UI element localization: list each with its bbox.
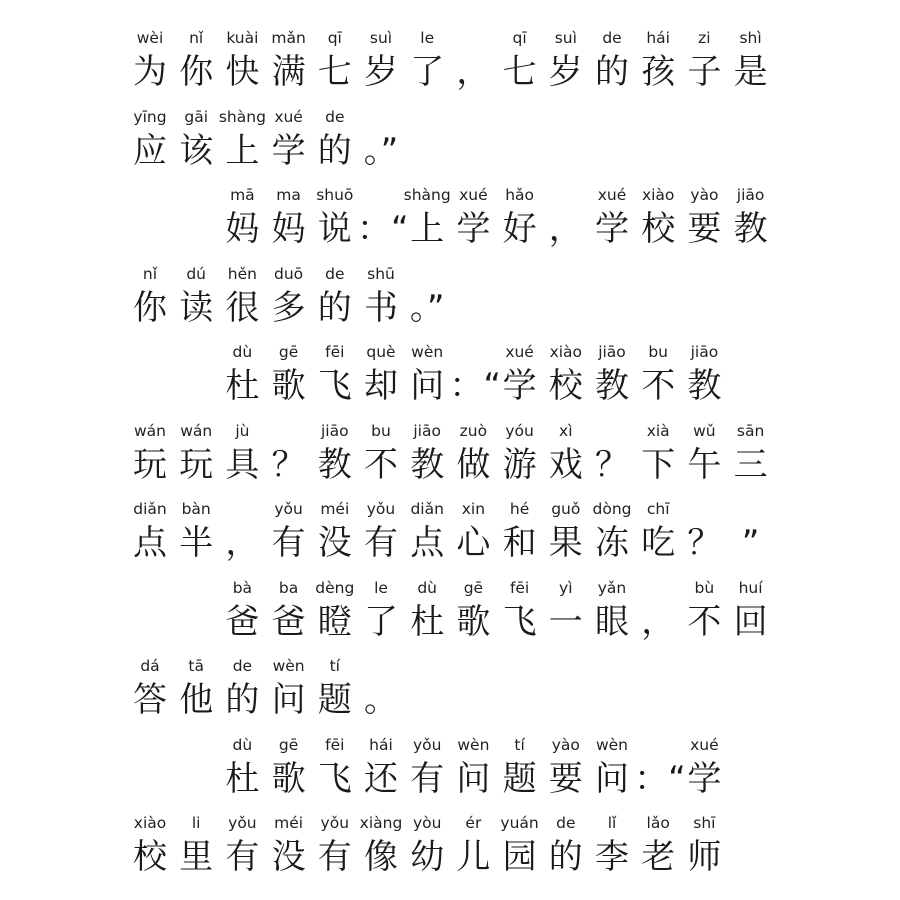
hanzi-character: 子 (687, 52, 722, 92)
hanzi-character: 学 (456, 209, 491, 249)
pinyin: yuán (500, 814, 539, 832)
pinyin: wán (134, 421, 166, 440)
hanzi-character: 具 (225, 444, 260, 485)
pinyin: sān (736, 421, 765, 440)
hanzi-character: 不 (641, 366, 676, 406)
pinyin: shì (739, 29, 762, 47)
hanzi-character: 里 (179, 837, 214, 877)
pinyin: xì (559, 421, 573, 440)
hanzi-character: 儿 (456, 837, 491, 877)
pinyin: tā (188, 657, 204, 675)
text-line (0, 656, 900, 726)
pinyin: yǒu (228, 814, 257, 832)
hanzi-character: 冻 (595, 523, 629, 563)
pinyin: huí (738, 578, 763, 597)
pinyin: shū (367, 264, 395, 283)
hanzi-character: 校 (641, 209, 676, 249)
pinyin: jiāo (736, 186, 765, 204)
hanzi-character: 点 (410, 523, 445, 563)
hanzi-character: 杜 (410, 601, 445, 642)
punctuation: ， (548, 209, 583, 249)
pinyin: dèng (315, 578, 355, 597)
hanzi-character: 校 (548, 366, 583, 406)
hanzi-character: 妈 (225, 209, 260, 249)
pinyin: lǐ (607, 814, 617, 832)
hanzi-character: 没 (317, 523, 352, 563)
punctuation: ：“ (357, 209, 409, 249)
hanzi-character: 戏 (548, 444, 583, 485)
hanzi-character: 答 (133, 680, 167, 720)
hanzi-character: 有 (225, 837, 260, 877)
text-line (0, 28, 900, 98)
pinyin: diǎn (133, 500, 167, 518)
hanzi-character: 不 (687, 601, 722, 642)
pinyin: zuò (459, 421, 488, 440)
hanzi-character: 瞪 (317, 601, 352, 642)
pinyin: hǎo (505, 186, 534, 204)
hanzi-character: 却 (364, 366, 398, 406)
punctuation: ：“ (449, 366, 502, 406)
hanzi-character: 爸 (271, 601, 306, 642)
hanzi-character: 一 (548, 601, 583, 642)
hanzi-character: 和 (502, 523, 537, 563)
hanzi-character: 有 (364, 523, 398, 563)
text-line (0, 421, 900, 491)
hanzi-character: 要 (548, 758, 583, 799)
pinyin: de (232, 657, 253, 675)
hanzi-character: 不 (364, 444, 398, 485)
pinyin: yào (551, 735, 580, 754)
punctuation: ？ (687, 523, 722, 563)
pinyin: jiāo (690, 343, 719, 361)
pinyin: suì (369, 29, 393, 47)
punctuation: 。” (409, 287, 445, 328)
pinyin: duō (274, 264, 304, 283)
hanzi-character: 杜 (225, 758, 260, 799)
hanzi-character: 三 (733, 444, 768, 485)
text-line (0, 499, 900, 569)
pinyin: guǒ (551, 500, 581, 518)
hanzi-character: 午 (687, 444, 722, 485)
pinyin: ba (278, 578, 299, 597)
hanzi-character: 他 (179, 680, 214, 720)
punctuation: 。” (363, 130, 399, 171)
pinyin: bu (648, 343, 669, 361)
text-line-indented (0, 342, 900, 412)
pinyin: xià (646, 421, 670, 440)
hanzi-character: 点 (133, 523, 167, 563)
pinyin: yòu (412, 814, 442, 832)
hanzi-character: 满 (271, 52, 306, 92)
hanzi-character: 好 (502, 209, 537, 249)
hanzi-character: 玩 (179, 444, 214, 485)
punctuation: ， (225, 523, 260, 563)
text-line-indented (0, 578, 900, 648)
hanzi-character: 你 (179, 52, 214, 92)
pinyin: xin (461, 500, 486, 518)
pinyin: ér (465, 814, 482, 832)
hanzi-character: 快 (225, 52, 260, 92)
pinyin: mǎn (271, 29, 306, 47)
hanzi-character: 了 (364, 601, 398, 642)
pinyin: dòng (592, 500, 632, 518)
pinyin: lǎo (646, 814, 670, 832)
text-line (0, 107, 900, 177)
hanzi-character: 飞 (502, 601, 537, 642)
hanzi-character: 书 (364, 287, 398, 328)
pinyin: wèn (411, 343, 444, 361)
pinyin: dá (140, 657, 160, 675)
pinyin: chī (646, 500, 670, 518)
hanzi-character: 杜 (225, 366, 260, 406)
pinyin: kuài (226, 29, 259, 47)
hanzi-character: 没 (271, 837, 306, 877)
pinyin: xué (597, 186, 627, 204)
hanzi-character: 教 (595, 366, 629, 406)
hanzi-character: 玩 (133, 444, 167, 485)
pinyin: bà (232, 578, 253, 597)
hanzi-character: 学 (595, 209, 629, 249)
pinyin: de (602, 29, 622, 47)
pinyin: jù (235, 421, 250, 440)
pinyin: li (191, 814, 201, 832)
hanzi-character: 七 (502, 52, 537, 92)
pinyin: suì (554, 29, 577, 47)
pinyin: wán (180, 421, 213, 440)
pinyin: le (420, 29, 435, 47)
pinyin: shī (693, 814, 716, 832)
pinyin: yào (690, 186, 719, 204)
hanzi-character: 教 (687, 366, 722, 406)
pinyin: jiāo (320, 421, 349, 440)
hanzi-character: 你 (133, 287, 167, 328)
hanzi-character: 岁 (364, 52, 398, 92)
hanzi-character: 教 (733, 209, 768, 249)
pinyin: hěn (227, 264, 257, 283)
hanzi-character: 老 (641, 837, 676, 877)
hanzi-character: 要 (687, 209, 722, 249)
pinyin: shàng (403, 186, 451, 204)
hanzi-character: 了 (410, 52, 445, 92)
hanzi-character: 是 (733, 52, 768, 92)
hanzi-character: 教 (410, 444, 445, 485)
hanzi-character: 问 (456, 758, 491, 799)
pinyin: mā (230, 186, 255, 204)
hanzi-character: 学 (502, 366, 537, 406)
hanzi-character: 说 (317, 209, 352, 249)
pinyin: de (325, 107, 345, 126)
pinyin: xiào (549, 343, 583, 361)
pinyin: wǔ (693, 421, 716, 440)
text-line (0, 264, 900, 334)
pinyin: fēi (325, 343, 345, 361)
hanzi-character: 问 (271, 680, 306, 720)
hanzi-character: 游 (502, 444, 537, 485)
hanzi-character: 下 (641, 444, 676, 485)
pinyin: jiāo (413, 421, 441, 440)
hanzi-character: 很 (225, 287, 260, 328)
hanzi-character: 读 (179, 287, 214, 328)
pinyin: què (366, 343, 396, 361)
pinyin: méi (320, 500, 350, 518)
pinyin: qī (512, 29, 527, 47)
hanzi-character: 歌 (271, 366, 306, 406)
pinyin: qī (327, 29, 342, 47)
hanzi-character: 的 (548, 837, 583, 877)
pinyin: wèn (457, 735, 490, 754)
hanzi-character: 做 (456, 444, 491, 485)
hanzi-character: 的 (317, 287, 352, 328)
text-line (0, 813, 900, 883)
text-line-indented (0, 185, 900, 255)
pinyin: yì (559, 578, 573, 597)
hanzi-character: 歌 (271, 758, 306, 799)
punctuation: ？ (595, 444, 629, 485)
hanzi-character: 的 (317, 130, 352, 171)
pinyin: de (556, 814, 576, 832)
pinyin: yǒu (412, 735, 442, 754)
pinyin: ma (276, 186, 301, 204)
hanzi-character: 学 (687, 758, 722, 799)
punctuation: ：“ (634, 758, 686, 799)
punctuation: ？ (271, 444, 306, 485)
text-line-indented (0, 735, 900, 805)
hanzi-character: 为 (133, 52, 167, 92)
punctuation: ， (456, 52, 491, 92)
hanzi-character: 的 (225, 680, 260, 720)
pinyin: yǒu (274, 500, 303, 518)
pinyin: yóu (505, 421, 534, 440)
hanzi-character: 题 (502, 758, 537, 799)
hanzi-character: 爸 (225, 601, 260, 642)
hanzi-character: 学 (271, 130, 306, 171)
pinyin: xiào (133, 814, 167, 832)
pinyin: gē (278, 735, 299, 754)
pinyin: fēi (509, 578, 530, 597)
hanzi-character: 孩 (641, 52, 676, 92)
pinyin: yǒu (366, 500, 396, 518)
hanzi-character: 回 (733, 601, 768, 642)
pinyin: hé (509, 500, 530, 518)
pinyin: jiāo (598, 343, 626, 361)
pinyin: gē (463, 578, 484, 597)
pinyin: fēi (325, 735, 345, 754)
pinyin: bàn (181, 500, 211, 518)
hanzi-character: 园 (502, 837, 537, 877)
pinyin: gē (278, 343, 299, 361)
hanzi-character: 应 (133, 130, 167, 171)
pinyin: nǐ (142, 264, 158, 283)
pinyin: hái (369, 735, 393, 754)
pinyin: de (325, 264, 345, 283)
hanzi-character: 上 (410, 209, 445, 249)
hanzi-character: 校 (133, 837, 167, 877)
hanzi-character: 有 (317, 837, 352, 877)
pinyin: zi (698, 29, 711, 47)
hanzi-character: 果 (548, 523, 583, 563)
hanzi-character: 岁 (548, 52, 583, 92)
hanzi-character: 眼 (595, 601, 629, 642)
pinyin: bu (371, 421, 391, 440)
hanzi-character: 歌 (456, 601, 491, 642)
hanzi-character: 飞 (317, 758, 352, 799)
pinyin: shàng (218, 107, 266, 126)
pinyin: wèn (272, 657, 305, 675)
pinyin: dù (417, 578, 438, 597)
hanzi-character: 半 (179, 523, 214, 563)
pinyin: xiào (641, 186, 675, 204)
pinyin: diǎn (410, 500, 444, 518)
hanzi-character: 师 (687, 837, 722, 877)
hanzi-character: 幼 (410, 837, 445, 877)
hanzi-character: 心 (456, 523, 491, 563)
hanzi-character: 教 (317, 444, 352, 485)
punctuation: 。 (364, 680, 398, 720)
punctuation: ， (641, 601, 676, 642)
pinyin: nǐ (189, 29, 204, 47)
punctuation: ” (741, 523, 760, 563)
hanzi-character: 的 (595, 52, 629, 92)
pinyin: wèi (136, 29, 164, 47)
pinyin: xué (505, 343, 534, 361)
pinyin: dù (232, 343, 253, 361)
hanzi-character: 有 (271, 523, 306, 563)
pinyin: shuō (316, 186, 354, 204)
hanzi-character: 上 (225, 130, 260, 171)
pinyin: gāi (184, 107, 209, 126)
pinyin: yǎn (597, 578, 627, 597)
pinyin: xué (459, 186, 488, 204)
pinyin: yīng (133, 107, 167, 126)
hanzi-character: 妈 (271, 209, 306, 249)
pinyin: méi (274, 814, 304, 832)
hanzi-character: 飞 (317, 366, 352, 406)
pinyin: dú (186, 264, 207, 283)
pinyin: xué (690, 735, 719, 754)
hanzi-character: 吃 (641, 523, 676, 563)
hanzi-character: 李 (595, 837, 629, 877)
pinyin: wèn (595, 735, 629, 754)
pinyin: le (374, 578, 388, 597)
pinyin: yǒu (320, 814, 350, 832)
hanzi-character: 像 (364, 837, 398, 877)
hanzi-character: 还 (364, 758, 398, 799)
hanzi-character: 问 (595, 758, 629, 799)
hanzi-character: 题 (317, 680, 352, 720)
pinyin: hái (646, 29, 670, 47)
pinyin: bù (694, 578, 715, 597)
hanzi-character: 该 (179, 130, 214, 171)
hanzi-character: 多 (271, 287, 306, 328)
pinyin: dù (232, 735, 253, 754)
pinyin: tí (514, 735, 525, 754)
hanzi-character: 七 (317, 52, 352, 92)
pinyin: xiàng (359, 814, 403, 832)
hanzi-character: 问 (410, 366, 445, 406)
hanzi-character: 有 (410, 758, 445, 799)
pinyin: xué (274, 107, 303, 126)
pinyin: tí (329, 657, 340, 675)
